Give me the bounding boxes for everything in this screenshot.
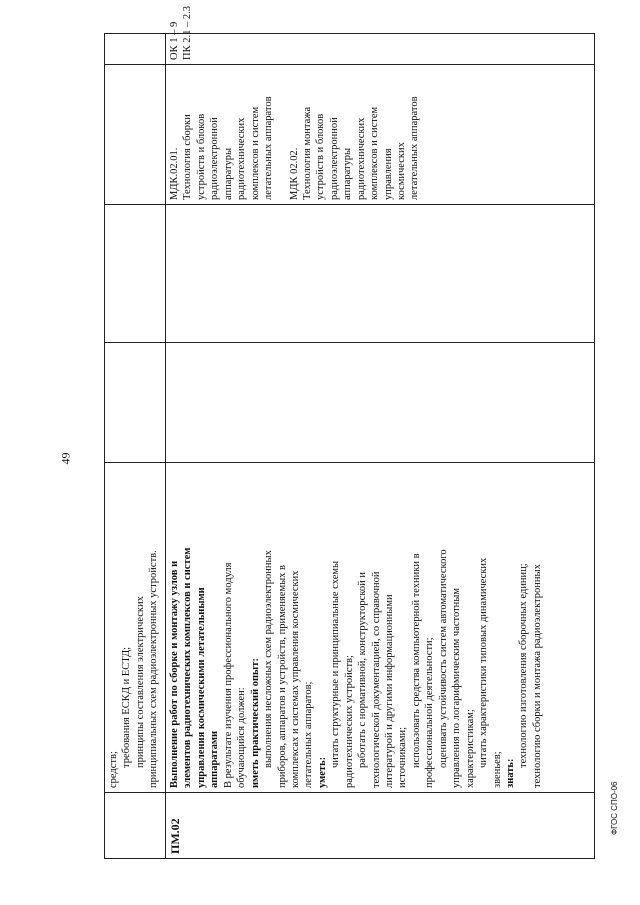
table-row [166,34,595,859]
text-line: принципиальных схем радиоэлектронных устройств. [148,550,160,788]
mdk-line: МДК.02.01. [169,147,180,200]
mdk-line: радиоэлектронной [209,117,221,200]
content-cell-top [105,463,166,793]
text-line: выполнения несложных схем радиоэлектронных [263,550,275,768]
text-line: приборов, аппаратов и устройств, применяемых в [276,564,288,788]
mdk-line: комплексов и систем [369,106,381,200]
text-line: принципы составления электрических [134,596,146,768]
text-line: литературой и другими информационными [384,594,395,788]
table-row [105,34,166,859]
text-line: В результате изучения профессионального модуля [222,562,234,788]
competency-line: ПК 2.1 – 2.3 [182,6,194,60]
text-line: технологической документацией, со справочной [370,571,382,788]
text-line: средств; [108,751,119,788]
text-line: использовать средства компьютерной техники в [410,553,422,768]
text-line: требования ЕСКД и ЕСТД; [121,646,133,768]
code-cell [166,793,595,859]
mdk-line: летательных аппаратов [409,96,421,200]
text-line: технологию сборки и монтажа радиоэлектронных [531,564,543,788]
empty-cell [166,205,595,343]
mdk-line: радиоэлектронной [328,117,340,200]
text-line: читать характеристики типовых динамических [478,557,490,768]
text-line: характеристикам; [464,709,476,788]
mdk-line: устройств и блоков [315,113,327,200]
text-line: радиотехнических устройств; [343,655,355,788]
section-label: иметь практический опыт: [249,658,261,788]
module-heading-line: элементов радиотехнических комплексов и систем [182,547,194,788]
text-line: обучающийся должен: [236,687,248,788]
mdk-line: Технология монтажа [301,106,313,200]
mdk-line: радиотехнических [355,117,367,200]
mdk-line: комплексов и систем [249,106,261,200]
section-label: знать: [504,758,516,788]
code-cell [105,793,166,859]
mdk-line: радиотехнических [236,117,248,200]
mdk-line: Технология сборки [182,114,194,200]
mdk-line: устройств и блоков [195,113,207,200]
text-line: оценивать устойчивость систем автоматического [437,549,449,768]
text-line: звеньев; [491,751,503,788]
rotated-table-sheet [104,6,584,859]
module-heading-line: Выполнение работ по сборке и монтажу узлов и [169,560,180,788]
curriculum-table [104,6,595,859]
module-heading-line: аппаратами [209,730,221,788]
mdk-block [168,69,276,200]
text-line: технологию изготовления сборочных единиц; [518,563,530,768]
mdk-block [288,69,422,200]
module-code: ПМ.02 [168,818,182,854]
empty-cell [105,343,166,463]
footer-code: ФГОС СПО-06 [610,781,619,835]
text-line: профессиональной деятельности; [424,637,436,788]
module-heading-line: управления космическими летательными [195,587,207,788]
mdk-cell [166,65,595,205]
empty-cell [105,205,166,343]
mdk-line: МДК 02.02. [288,147,300,200]
text-line: источниками; [397,726,409,788]
mdk-line: летательных аппаратов [263,96,275,200]
competency-cell [166,6,595,65]
empty-cell [105,34,166,65]
content-cell [166,463,595,793]
page-number: 49 [58,452,73,465]
mdk-line: космических [396,142,407,200]
mdk-line: аппаратуры [342,147,354,200]
competency-line: ОК 1 – 9 [169,21,180,60]
text-line: управления по логарифмическим частотным [451,587,463,788]
text-line: читать структурные и принципиальные схемы [330,560,342,768]
empty-cell [166,343,595,463]
empty-cell [105,65,166,205]
text-line: летательных аппаратов; [303,681,315,788]
section-label: уметь: [316,756,328,788]
mdk-line: аппаратуры [222,147,234,200]
mdk-line: управления [382,148,394,200]
text-line: комплексах и системах управления космических [289,570,301,788]
text-line: работать с нормативной, конструкторской и [357,571,369,768]
